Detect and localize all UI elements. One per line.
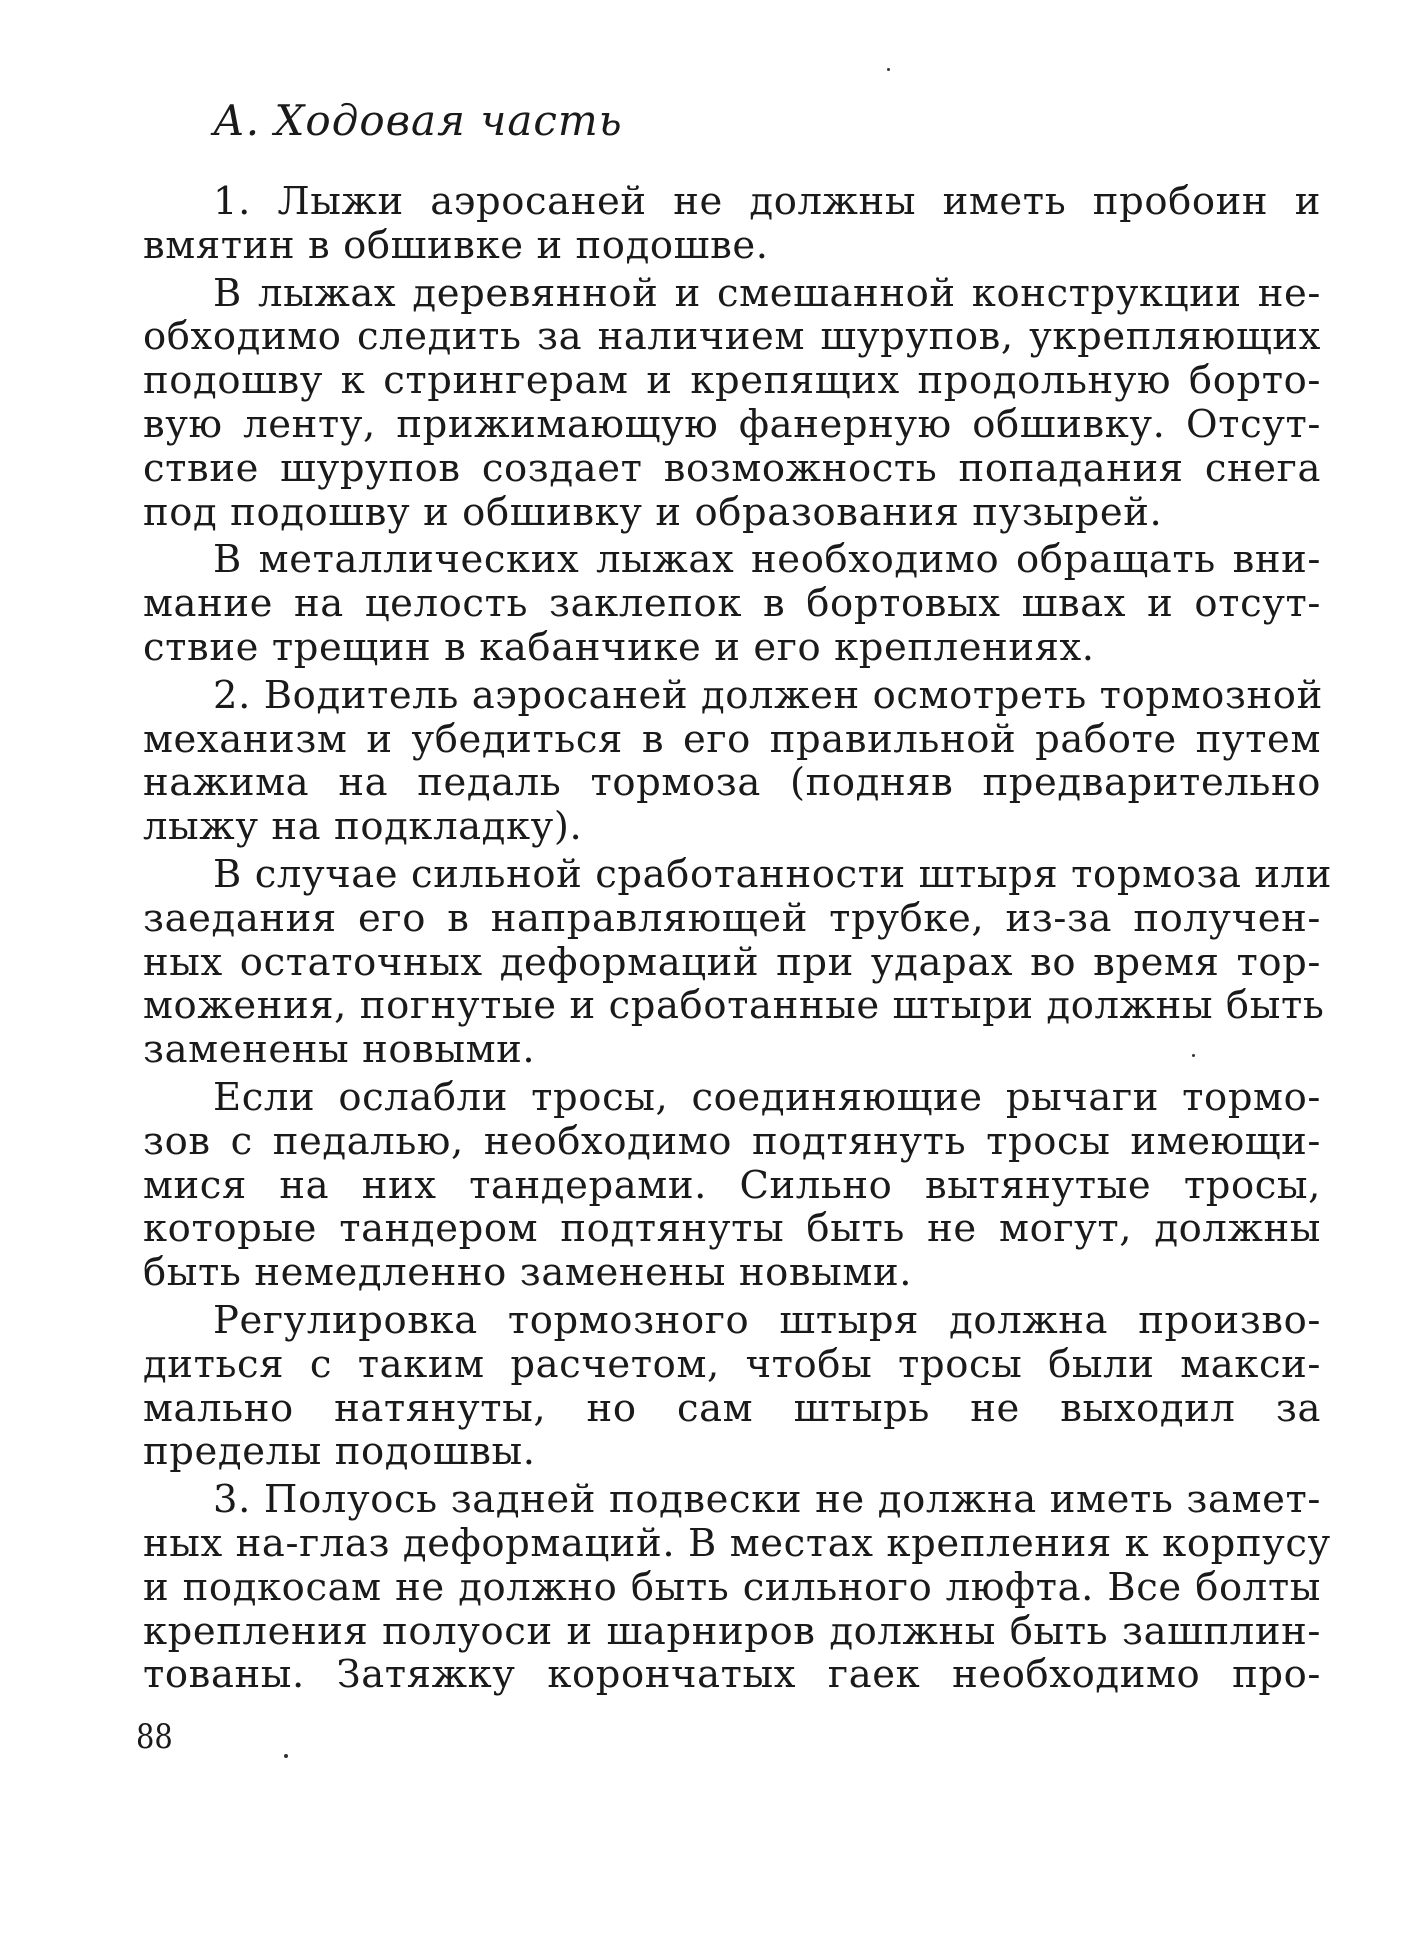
text-line: крепления полуоси и шарниров должны быть зашплин-	[143, 1608, 1321, 1654]
text-line: 2. Водитель аэросаней должен осмотреть тормозной	[213, 672, 1323, 718]
text-line: быть немедленно заменены новыми.	[143, 1250, 913, 1296]
body-text	[143, 179, 1332, 1698]
text-line: В случае сильной сработанности штыря тормоза или	[213, 851, 1332, 897]
text-line: 3. Полуось задней подвески не должна иметь замет-	[213, 1477, 1321, 1523]
text-line: мально натянуты, но сам штырь не выходил за	[143, 1385, 1321, 1431]
text-line: вую ленту, прижимающую фанерную обшивку. Отсут-	[143, 401, 1321, 447]
text-line: механизм и убедиться в его правильной работе путем	[143, 716, 1321, 762]
text-line: ствие трещин в кабанчике и его креплениях.	[143, 624, 1095, 670]
text-line: заменены новыми.	[143, 1027, 536, 1073]
print-speck	[887, 68, 890, 71]
text-line: зов с педалью, необходимо подтянуть тросы имеющи-	[143, 1118, 1321, 1164]
text-line: мание на целость заклепок в бортовых швах и отсут-	[143, 581, 1321, 627]
paragraph	[143, 851, 1332, 1073]
paragraph	[143, 272, 1321, 535]
text-line: 1. Лыжи аэросаней не должны иметь пробоин и	[213, 179, 1321, 224]
text-line: которые тандером подтянуты быть не могут, должны	[143, 1206, 1321, 1252]
text-line: заедания его в направляющей трубке, из-за получен-	[143, 895, 1321, 941]
text-line: под подошву и обшивку и образования пузырей.	[143, 489, 1163, 535]
print-speck	[1192, 1054, 1195, 1057]
text-line: Если ослабли тросы, соединяющие рычаги тормо-	[213, 1074, 1321, 1120]
paragraph	[143, 538, 1321, 669]
text-line: тованы. Затяжку корончатых гаек необходимо про-	[143, 1652, 1321, 1698]
paragraph	[143, 1076, 1321, 1295]
text-line: пределы подошвы.	[143, 1429, 536, 1475]
text-line: и подкосам не должно быть сильного люфта. Все болты	[143, 1564, 1321, 1610]
text-line: подошву к стрингерам и крепящих продольную борто-	[143, 358, 1321, 404]
paragraph	[143, 180, 1321, 268]
paragraph	[143, 1299, 1321, 1474]
print-speck	[284, 1754, 288, 1758]
paragraph	[143, 674, 1321, 849]
text-line: нажима на педаль тормоза (подняв предварительно	[143, 760, 1321, 806]
text-line: В лыжах деревянной и смешанной конструкции не-	[213, 270, 1321, 316]
text-line: можения, погнутые и сработанные штыри должны быть	[143, 983, 1325, 1029]
paragraph	[143, 1477, 1331, 1698]
text-line: мися на них тандерами. Сильно вытянутые тросы,	[143, 1162, 1321, 1208]
text-line: обходимо следить за наличием шурупов, укрепляющих	[143, 314, 1321, 360]
page-number: 88	[136, 1717, 173, 1757]
text-line: В металлических лыжах необходимо обращать вни-	[213, 537, 1321, 583]
text-line: ных на-глаз деформаций. В местах крепления к корпусу	[143, 1520, 1331, 1566]
section-heading: А. Ходовая часть	[213, 96, 623, 145]
text-line: ствие шурупов создает возможность попадания снега	[143, 445, 1321, 491]
text-line: вмятин в обшивке и подошве.	[143, 222, 769, 268]
text-line: ных остаточных деформаций при ударах во время тор-	[143, 939, 1321, 985]
text-line: Регулировка тормозного штыря должна произво-	[213, 1297, 1321, 1343]
text-line: диться с таким расчетом, чтобы тросы были макси-	[143, 1341, 1321, 1387]
text-line: лыжу на подкладку).	[143, 804, 583, 850]
